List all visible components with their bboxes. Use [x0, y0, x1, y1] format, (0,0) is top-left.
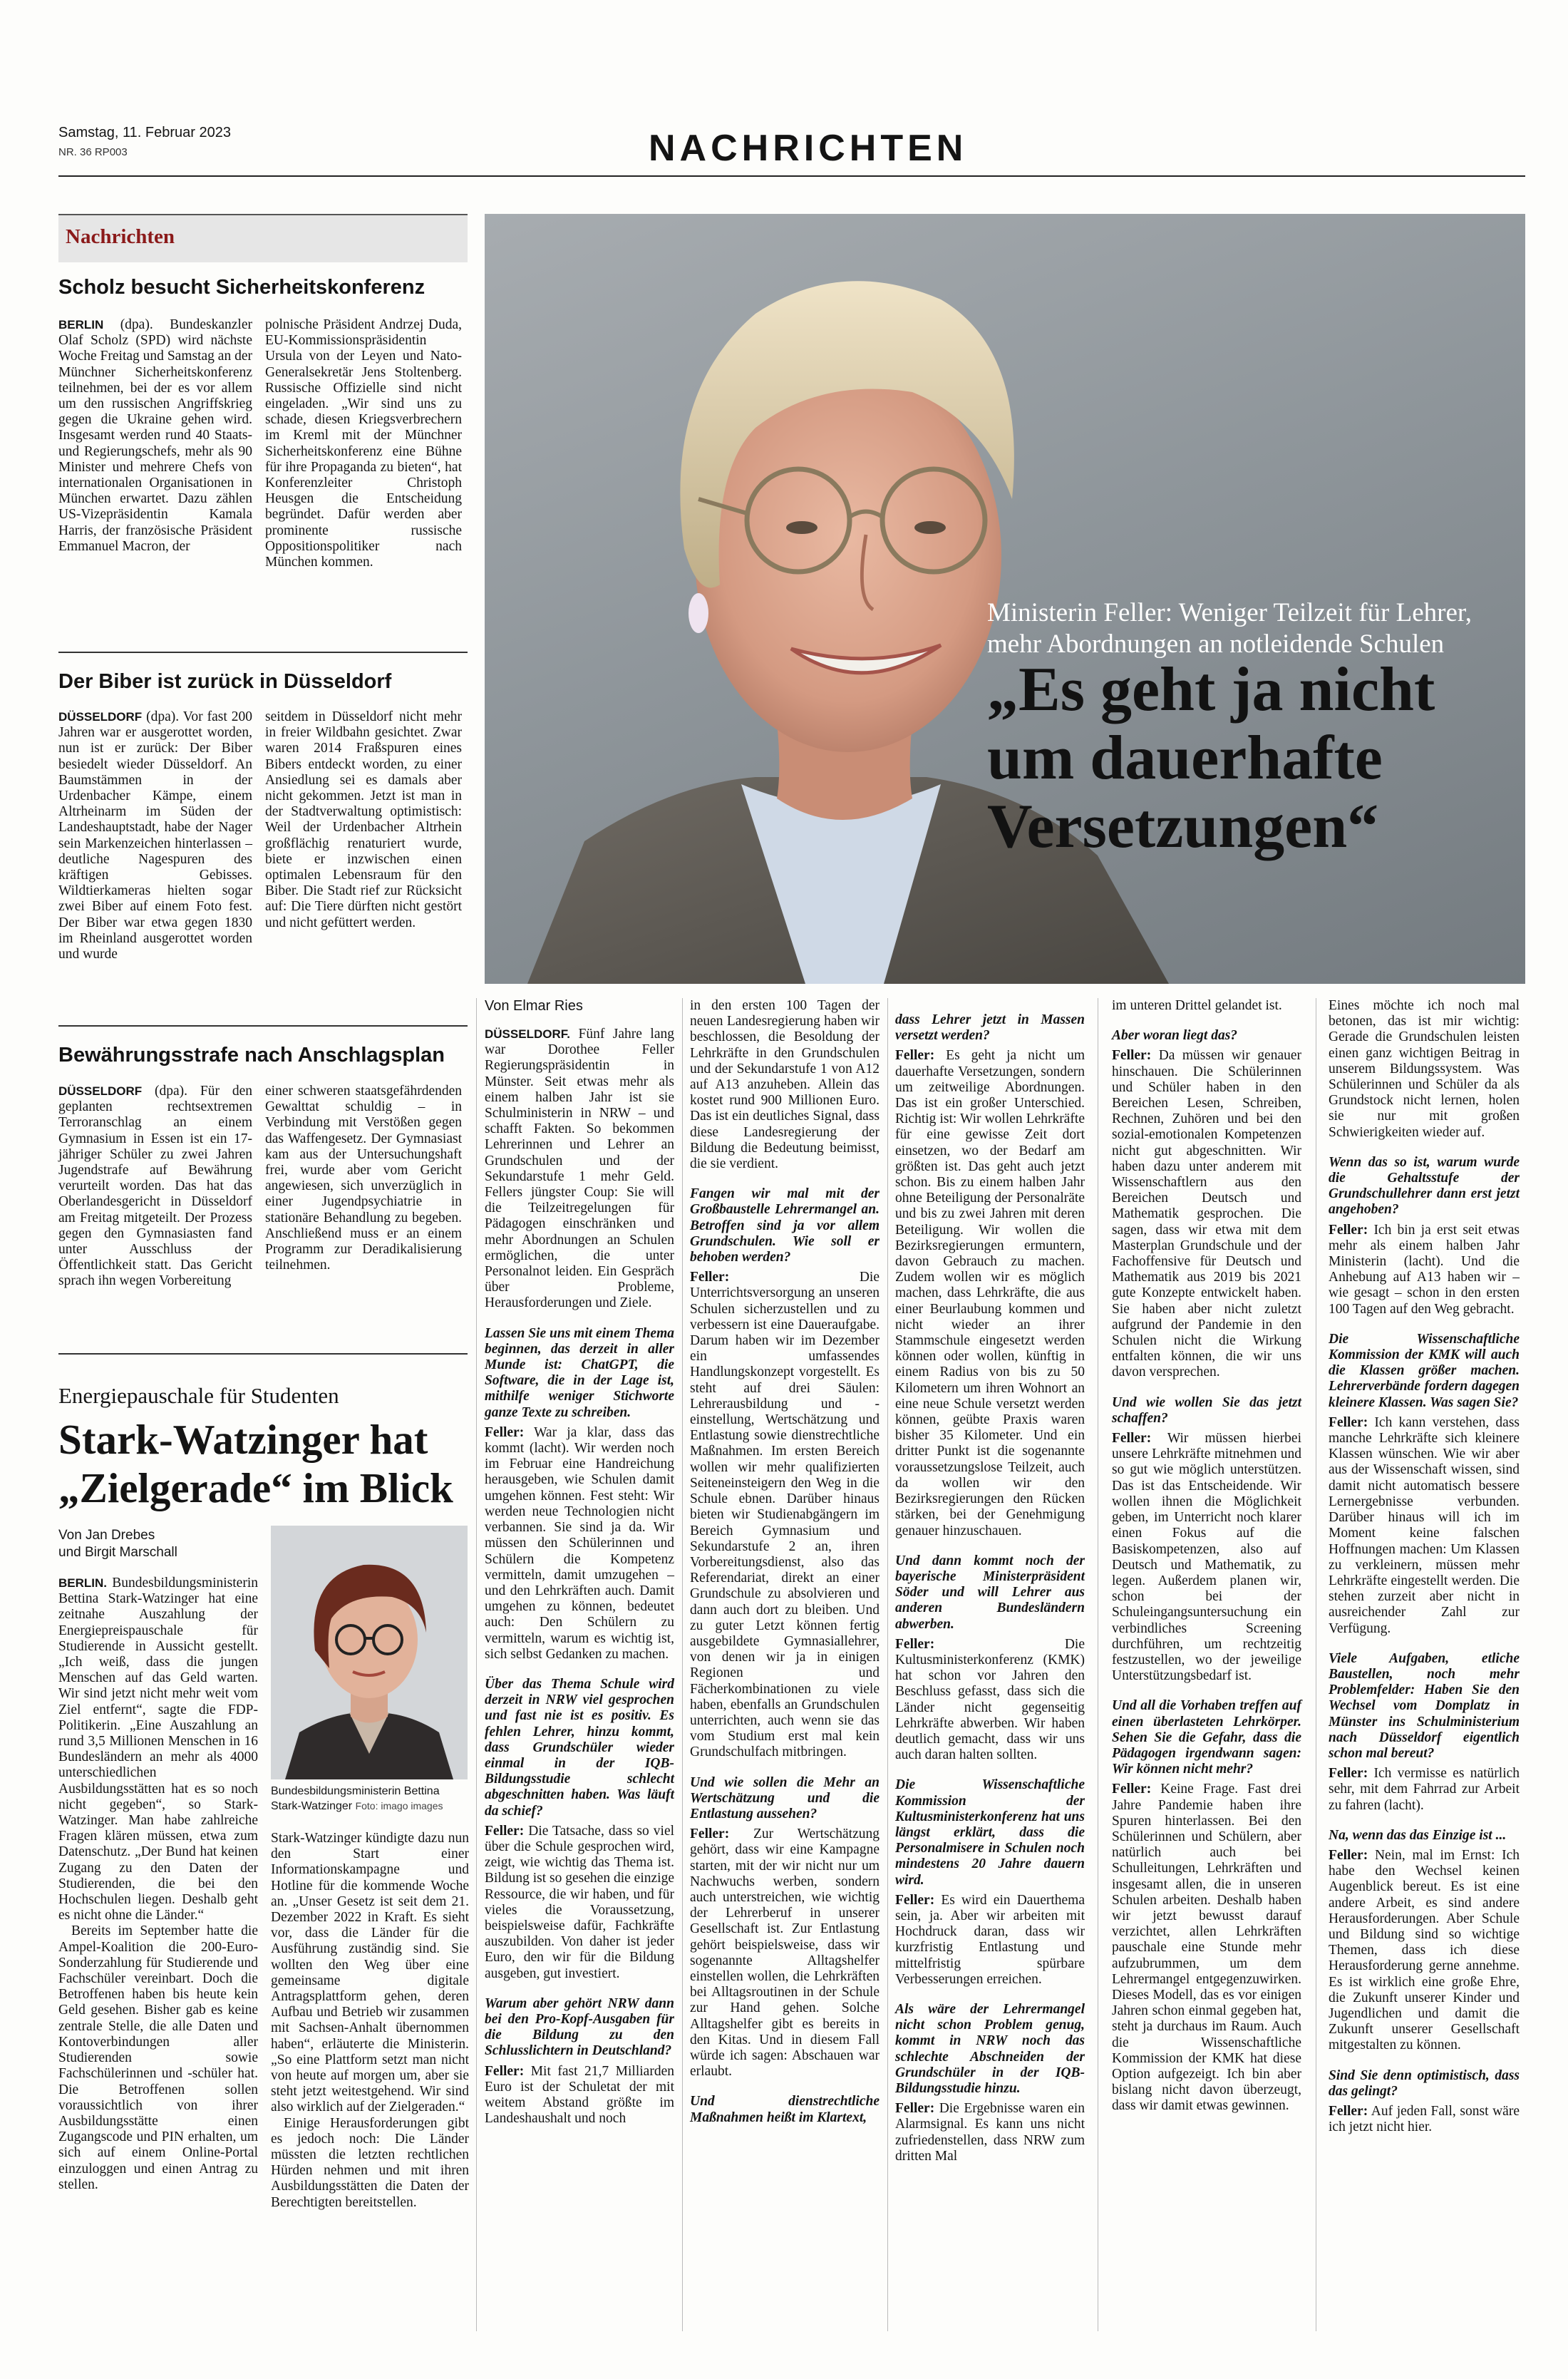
paragraph-text: Nein, mal im Ernst: Ich habe den Wechsel keinen Augenblick bereut. Es ist eine andere Arbeit, es sind andere Herausforderungen. Aber Schule und Bildung sind so wichtige Themen, dass ich diese Herausforderung gerne annehme. Es ist wirklich eine große Ehre, die Zukunft unserer Kinder und Jugendlichen und damit die Zukunft unserer Gesellschaft mitgestalten zu können.: [1329, 1847, 1520, 2053]
paragraph-text: Da müssen wir genauer hinschauen. Die Schülerinnen und Schüler haben in den Bereichen Lesen, Schreiben, Rechnen, Zuhören und bei den sozial-emotionalen Kompetenzen nicht gut abgeschnitten. Wir haben dazu unter anderem mit Wissenschaftlern aus den Bereichen Deutsch und Mathematik gesprochen. Die sagen, dass wir etwa mit dem Masterplan Grundschule und der Fachoffensive für Deutsch und Mathematik aus 2019 bis 2021 gute Konzepte entwickelt haben. Sie haben aber nicht zuletzt aufgrund der Pandemie in den Schulen nicht die Wirkung entfalten können, die wir uns davon versprechen.: [1112, 1048, 1301, 1380]
interview-paragraph: [271, 2116, 469, 2211]
interview-paragraph: [485, 2064, 674, 2127]
section-title: NACHRICHTEN: [649, 128, 968, 169]
speaker-label: Feller:: [895, 2101, 935, 2117]
paragraph-text: Sind Sie denn optimistisch, dass das gelingt?: [1329, 2067, 1520, 2099]
paragraph-text: Wenn das so ist, warum wurde die Gehaltsstufe der Grundschullehrer dann erst jetzt angehoben?: [1329, 1154, 1520, 1218]
paragraph-text: Und all die Vorhaben treffen auf einen überlasteten Lehrkörper. Sehen Sie die Gefahr, dass die Pädagogen irgendwann sagen: Wir können nicht mehr?: [1112, 1698, 1301, 1777]
speaker-label: Feller:: [485, 2063, 525, 2079]
news-body: [58, 317, 252, 555]
paragraph-text: Die Ergebnisse waren ein Alarmsignal. Es kann uns nicht zufriedenstellen, dass NRW zum dritten Mal: [895, 2101, 1085, 2164]
interview-column-2: [690, 998, 880, 2130]
interview-paragraph: [485, 1824, 674, 1982]
interview-column-3: [895, 998, 1085, 2164]
dateline: DÜSSELDORF.: [485, 1027, 570, 1041]
interview-question: [1329, 1828, 1520, 1844]
paragraph-text: Ich kann verstehen, dass manche Lehrkräfte sich kleinere Klassen wünschen. Wie wir aber aus der Wissenschaft wissen, sind damit nicht automatisch bessere Lernergebnisse verbunden. Darüber hinaus will ich im Moment keine falschen Hoffnungen machen: Um Klassen zu verkleinern, müssen mehr Lehrkräfte eingestellt werden. Die stehen zurzeit aber nicht in ausreichender Zahl zur Verfügung.: [1329, 1414, 1520, 1636]
interview-paragraph: [1329, 1223, 1520, 1317]
dateline: DÜSSELDORF: [58, 710, 143, 724]
speaker-label: Feller:: [1329, 1414, 1368, 1430]
interview-paragraph: [485, 1425, 674, 1663]
speaker-label: Feller:: [1329, 1222, 1368, 1238]
paragraph-text: Bereits im September hatte die Ampel-Koalition die 200-Euro-Sonderzahlung für Studierende und Fachschüler vereinbart. Doch die Betroffenen haben bis heute kein Geld gesehen. Bisher gab es keine zentrale Stelle, die alle Daten und Kontoverbindungen aller Studierenden sowie Fachschülerinnen und -schüler hat. Die Betroffenen sollen voraussichtlich von ihrer Ausbildungsstätte einen Zugangscode und PIN erhalten, um sich auf einem Online-Portal einzuloggen und einen Antrag zu stellen.: [58, 1923, 258, 2192]
stark-watzinger-photo: [271, 1526, 468, 1779]
paragraph-text: dass Lehrer jetzt in Massen versetzt werden?: [895, 1012, 1085, 1044]
paragraph-text: Auf jeden Fall, sonst wäre ich jetzt nicht hier.: [1329, 2104, 1520, 2135]
agency: (dpa).: [120, 317, 153, 332]
agency: (dpa).: [146, 709, 180, 724]
paragraph-text: Die Unterrichtsversorgung an unseren Schulen sicherzustellen und zu verbessern ist eine Daueraufgabe. Darum haben wir im Dezember ein umfassendes Handlungskonzept vorgestellt. Es steht auf drei Säulen: Lehrerausbildung und -einstellung, Wertschätzung und Entlastung sowie dienstrechtliche Maßnahmen. Im ersten Bereich wollen wir mehr qualifizierten Seiteneinsteigern den Weg in die Schule ebnen. Darüber hinaus bieten wir Studienabgängern im Bereich Gymnasium und Sekundarstufe 2 an, ihren Vorbereitungsdienst, also das Referendariat, direkt an einer Grundschule zu absolvieren und dann auch dort zu bleiben. Und zu guter Letzt können fertig ausgebildete Gymnasiallehrer, von denen wir ja in einigen Regionen und Fächerkombinationen zu viele haben, ebenfalls an Grundschulen unterrichten, auch wenn sie das vom Studium erst mal kein Grundschulfach mitbringen.: [690, 1270, 880, 1760]
paragraph-text: Die Wissenschaftliche Kommission der Kultusministerkonferenz hat uns längst erklärt, dass die Personalmisere in Schulen noch mindestens 20 Jahre dauern wird.: [895, 1777, 1085, 1888]
paragraph-text: Ich bin ja erst seit etwas mehr als einem halben Jahr Ministerin (lacht). Und die Anhebung auf A13 haben wir – wie gesagt – schon in den ersten 100 Tagen auf den Weg gebracht.: [1329, 1222, 1520, 1317]
paragraph-text: Viele Aufgaben, etliche Baustellen, noch mehr Problemfelder: Haben Sie den Wechsel vom Domplatz in Münster ins Schulministerium nach Düsseldorf eigentlich schon mal bereut?: [1329, 1650, 1520, 1761]
interview-paragraph: [1329, 1766, 1520, 1814]
interview-paragraph: [690, 1826, 880, 2080]
news-body: [58, 709, 252, 962]
dateline: DÜSSELDORF: [58, 1084, 143, 1098]
paragraph-text: Als wäre der Lehrermangel nicht schon Problem genug, kommt in NRW noch das schlechte Abschneiden der Grundschüler in der IQB-Bildungsstudie hinzu.: [895, 2001, 1085, 2096]
issue-number: NR. 36 RP003: [58, 146, 128, 158]
interview-paragraph: [1112, 998, 1301, 1014]
interview-question: [1112, 1698, 1301, 1777]
interview-question: [895, 2002, 1085, 2097]
paragraph-text: War ja klar, dass das kommt (lacht). Wir werden noch im Februar eine Handreichung herausgeben, wie Schulen damit umgehen können. Fest steht: Wir werden neue Technologien nicht verbannen. Sie sind ja da. Wir müssen den Schülerinnen und Schülern die Kompetenz vermitteln, damit umzugehen – und den Lehrkräften auch. Damit umgehen zu können, bedeutet auch: Den Schülern zu vermitteln, warum es wichtig ist, sich selbst Gedanken zu machen.: [485, 1424, 674, 1662]
interview-paragraph: [1329, 1848, 1520, 2054]
paragraph-text: Und wie wollen Sie das jetzt schaffen?: [1112, 1394, 1301, 1426]
interview-paragraph: [1112, 1048, 1301, 1380]
speaker-label: Feller:: [485, 1424, 525, 1440]
interview-paragraph: [485, 1027, 674, 1312]
photo-caption: [271, 1784, 470, 1814]
portrait-illustration: [271, 1526, 468, 1779]
paragraph-text: Über das Thema Schule wird derzeit in NRW viel gesprochen und fast nie ist es positiv. Es fehlen Lehrer, hinzu kommt, dass Grundschüler wieder einmal in der IQB-Bildungsstudie schlecht abgeschnitten haben. Was läuft da schief?: [485, 1676, 674, 1819]
news-body-col2: einer schweren staatsgefährdenden Gewalttat schuldig – in Verbindung mit Verstößen gegen das Waffengesetz. Der Gymnasiast kam aus der Untersuchungshaft frei, wurde aber vom Gericht angewiesen, sich unverzüglich in einer Jugendpsychiatrie in stationäre Behandlung zu begeben. Anschließend muss er an einem Programm zur Deradikalisierung teilnehmen.: [265, 1084, 462, 1273]
paragraph-text: Die Wissenschaftliche Kommission der KMK will auch die Klassen größer machen. Lehrerverbände fordern dagegen kleinere Klassen. Was sagen Sie?: [1329, 1331, 1520, 1410]
paragraph-text: Aber woran liegt das?: [1112, 1028, 1238, 1044]
paragraph-text: Warum aber gehört NRW dann bei den Pro-Kopf-Ausgaben für die Bildung zu den Schlusslichtern in Deutschland?: [485, 1995, 674, 2059]
paragraph-text: in den ersten 100 Tagen der neuen Landesregierung haben wir beschlossen, die Besoldung der Lehrkräfte in den Grundschulen und der Sekundarstufe 1 von A12 auf A13 anzuheben. Allein das kostet rund 900 Millionen Euro. Das ist ein deutliches Signal, dass diese Landesregierung der Bildung die Bedeutung beimisst, die sie verdient.: [690, 998, 880, 1172]
column-rule: [476, 998, 477, 2331]
speaker-label: Feller:: [895, 1636, 935, 1652]
paragraph-text: Stark-Watzinger kündigte dazu nun den Start einer Informationskampagne und Hotline für die kommende Woche an. „Unser Gesetz ist seit dem 21. Dezember 2022 in Kraft. Es sieht vor, dass die Länder für die Ausführung zuständig sind. Sie wollten den Weg über eine gemeinsame digitale Antragsplattform gehen, deren Aufbau und Betrieb wir zusammen mit Sachsen-Anhalt übernommen haben“, erläuterte die Ministerin. „So eine Plattform setzt man nicht von heute auf morgen um, aber sie steht jetzt weitestgehend. Wir sind also wirklich auf der Zielgeraden.“: [271, 1831, 469, 2115]
paragraph-text: Mit fast 21,7 Milliarden Euro ist der Schuletat der mit weitem Abstand größte im Landeshaushalt und noch: [485, 2063, 674, 2127]
news-body-col2: seitdem in Düsseldorf nicht mehr in freier Wildbahn gesichtet. Zwar waren 2014 Fraßspuren eines Bibers entdeckt worden, zu einer Ansiedlung sei es damals aber nicht gekommen. Jetzt ist man in der Stadtverwaltung optimistisch: Weil der Urdenbacher Altrhein großflächig renaturiert wurde, biete er inzwischen einen optimalen Lebensraum für den Biber. Die Stadt rief zur Rücksicht auf: Die Tiere dürften nicht gestört und nicht gefüttert werden.: [265, 709, 462, 930]
header-rule: [58, 175, 1525, 177]
news-headline[interactable]: Scholz besucht Sicherheitskonferenz: [58, 276, 425, 299]
news-body-col2: polnische Präsident Andrzej Duda, EU-Kommissionspräsidentin Ursula von der Leyen und Nato-Generalsekretär Jens Stoltenberg. Russische Offizielle sind nicht eingeladen. „Wir sind uns zu schade, diesen Kriegsverbrechern im Kreml mit der Münchner Sicherheitskonferenz eine Bühne für ihre Propaganda zu bieten“, hat Konferenzleiter Christoph Heusgen die Entscheidung begründet. Dafür werden aber prominente russische Oppositionspolitiker nach München kommen.: [265, 317, 462, 570]
paragraph-text: Einige Herausforderungen gibt es jedoch noch: Die Länder müssten die letzten rechtlichen Hürden nehmen und mit ihren Ausbildungsstätten die Daten der Berechtigten bereitstellen.: [271, 2115, 469, 2210]
interview-question: [1112, 1395, 1301, 1427]
energy-column-2: [271, 1831, 469, 2211]
paragraph-text: Na, wenn das das Einzige ist ...: [1329, 1827, 1507, 1843]
paragraph-text: Eines möchte ich noch mal betonen, das ist mir wichtig: Gerade die Grundschulen leisten einen ganz wichtigen Beitrag in unserem Bildungssystem. Was Schülerinnen und Schüler da als Grundstock nicht lernen, holen sie nur mit großen Schwierigkeiten wieder auf.: [1329, 998, 1520, 1140]
interview-paragraph: [271, 1831, 469, 2116]
paragraph-text: Es wird ein Dauerthema sein, ja. Aber wir arbeiten mit Hochdruck daran, dass wir kurzfristig Entlastung und mittelfristig spürbare Verbesserungen erreichen.: [895, 1892, 1085, 1987]
paragraph-text: Fünf Jahre lang war Dorothee Feller Regierungspräsidentin in Münster. Seit etwas mehr als einem halben Jahr ist sie Schulministerin in NRW – und schafft Fakten. So bekommen Lehrerinnen und Lehrer an Grundschulen und der Sekundarstufe 1 mehr Geld. Fellers jüngster Coup: Sie will die Teilzeitregelungen für Pädagogen einschränken und mehr Abordnungen an Schulen ermöglichen, die unter Personalnot leiden. Ein Gespräch über Probleme, Herausforderungen und Ziele.: [485, 1027, 675, 1311]
news-text: Vor fast 200 Jahren war er ausgerottet worden, nun ist er zurück: Der Biber besiedelt wieder Düsseldorf. An Baumstämmen in der Urdenbacher Kämpe, einem Altrheinarm im Süden der Landeshauptstadt, habe der Nager sein Markenzeichen hinterlassen – deutliche Nagespuren des kräftigen Gebisses. Wildtierkameras hielten sogar zwei Biber auf einem Foto fest. Der Biber war etwa gegen 1830 im Rheinland ausgerottet worden und wurde: [58, 709, 252, 962]
paragraph-text: Und dann kommt noch der bayerische Ministerpräsident Söder und will Lehrer aus anderen Bundesländern abwerben.: [895, 1553, 1085, 1632]
interview-question: [1329, 1155, 1520, 1218]
column-rule: [682, 998, 683, 2331]
edition-date: Samstag, 11. Februar 2023: [58, 125, 231, 140]
interview-question: [895, 1777, 1085, 1888]
paragraph-text: Keine Frage. Fast drei Jahre Pandemie haben ihre Spuren hinterlassen. Bei den Schülerinnen und Schülern, aber natürlich auch bei Schulleitungen, Lehrkräften und insgesamt allen, die in unseren Schulen arbeiten. Deshalb haben wir jetzt bewusst darauf verzichtet, allen Lehrkräften pauschale eine Stunde mehr aufzubrummen, um dem Lehrermangel entgegenzuwirken. Dieses Modell, das es vor einigen Jahren schon einmal gegeben hat, steht ja durchaus im Raum. Auch die Wissenschaftliche Kommission der KMK hat diese Option aufgezeigt. Ich bin aber bislang nicht davon überzeugt, dass wir damit etwas gewinnen.: [1112, 1782, 1301, 2114]
interview-headline[interactable]: „Es geht ja nicht um dauerhafte Versetzungen“: [987, 655, 1435, 861]
energy-headline[interactable]: Stark-Watzinger hat „Zielgerade“ im Blick: [58, 1416, 453, 1511]
interview-question: [485, 1677, 674, 1819]
interview-question: [1329, 1651, 1520, 1762]
interview-paragraph: [1329, 998, 1520, 1141]
news-headline[interactable]: Der Biber ist zurück in Düsseldorf: [58, 670, 392, 693]
divider: [58, 652, 468, 653]
news-headline[interactable]: Bewährungsstrafe nach Anschlagsplan: [58, 1044, 445, 1067]
paragraph-text: Zur Wertschätzung gehört, dass wir eine Kampagne starten, mit der wir nicht nur um Nachwuchs werben, sondern auch unterstreichen, wie wichtig der Lehrerberuf in unserer Gesellschaft ist. Zur Entlastung gehört beispielsweise, dass wir sogenannte Alltagshelfer einstellen wollen, die Lehrkräften bei Alltagsroutinen in der Schule zur Hand gehen. Solche Alltagshelfer gibt es bereits in den Kitas. Und in diesem Fall würde ich sagen: Abschauen war erlaubt.: [690, 1826, 880, 2080]
interview-paragraph: [1112, 1431, 1301, 1684]
speaker-label: Feller:: [895, 1048, 935, 1064]
speaker-label: Feller:: [1112, 1048, 1152, 1064]
interview-paragraph: [1329, 2104, 1520, 2135]
interview-question: [690, 1186, 880, 1265]
interview-paragraph: [690, 1270, 880, 1760]
paragraph-text: Bundesbildungsministerin Bettina Stark-Watzinger hat eine zeitnahe Auszahlung der Energiepreispauschale für Studierende in Aussicht gestellt. „Ich weiß, dass die jungen Menschen auf das Geld warten. Wir sind jetzt nicht mehr weit vom Ziel entfernt“, sagte die FDP-Politikerin. „Eine Auszahlung an rund 3,5 Millionen Menschen in 16 Bundesländern an mehr als 4000 unterschiedlichen Ausbildungsstätten hat es so noch nicht gegeben“, so Stark-Watzinger. Man habe zahlreiche Fragen klären müssen, etwa zum Datenschutz. „Der Bund hat keinen Zugang zu den Daten der Studierenden, die bei den Hochschulen liegen. Deshalb geht es nicht ohne die Länder.“: [58, 1576, 258, 1923]
interview-column-5: [1329, 998, 1520, 2135]
interview-question: [895, 1012, 1085, 1044]
paragraph-text: Lassen Sie uns mit einem Thema beginnen, das derzeit in aller Munde ist: ChatGPT, die Software, die in der Lage ist, mithilfe weniger Stichworte ganze Texte zu schreiben.: [485, 1325, 674, 1420]
interview-question: [485, 1996, 674, 2060]
paragraph-text: Es geht ja nicht um dauerhafte Versetzungen, sondern um zeitweilige Abordnungen. Das ist ein großer Unterschied. Richtig ist: Wir wollen Lehrkräfte für eine gewisse Zeit dort einsetzen, wo der Bedarf am größten ist. Das geht auch jetzt schon. Bis zu einem halben Jahr ohne Beteiligung der Personalräte und bis zu zwei Jahren mit deren Beteiligung. Wir wollen die Bezirksregierungen ermuntern, davon Gebrauch zu machen. Zudem wollen wir es möglich machen, dass Lehrkräfte, die aus einer Beurlaubung kommen und nicht wieder an ihrer Stammschule eingesetzt werden können oder wollen, künftig in einem Radius von bis zu 50 Kilometern um ihren Wohnort an eine neue Schule versetzt werden können, geübte Praxis waren bisher 35 Kilometer. Und ein dritter Punkt ist die sogenannte voraussetzungslose Teilzeit, auch da wollen wir den Bezirksregierungen den Rücken stärken, bei der Genehmigung genauer hinzuschauen.: [895, 1048, 1085, 1538]
interview-paragraph: [895, 1637, 1085, 1764]
speaker-label: Feller:: [1112, 1431, 1152, 1447]
interview-paragraph: [895, 1048, 1085, 1538]
paragraph-text: Wir müssen hierbei unsere Lehrkräfte mitnehmen und so gut wie möglich unterstützen. Das ist das Entscheidende. Wir wollen ihnen die Möglichkeit geben, im Unterricht noch klarer einen Fokus auf die Basiskompetenzen, also auf Deutsch und Mathematik, zu legen. Außerdem planen wir, schon bei der Schuleingangsuntersuchung ein verbindliches Screening durchführen, um rechtzeitig festzustellen, wo der jeweilige Unterstützungsbedarf ist.: [1112, 1431, 1301, 1684]
speaker-label: Feller:: [485, 1823, 525, 1839]
interview-paragraph: [58, 1923, 258, 2192]
interview-paragraph: [690, 998, 880, 1172]
interview-paragraph: [895, 1893, 1085, 1988]
interview-paragraph: [58, 1576, 258, 1923]
speaker-label: Feller:: [895, 1892, 935, 1908]
energy-column-1: [58, 1576, 258, 2193]
interview-paragraph: [1112, 1782, 1301, 2114]
interview-author: Von Elmar Ries: [485, 998, 583, 1014]
speaker-label: Feller:: [1329, 1766, 1368, 1782]
speaker-label: Feller:: [1329, 1847, 1368, 1863]
paragraph-text: Die Tatsache, dass so viel über die Schule gesprochen wird, zeigt, wie wichtig das Thema ist. Bildung ist so gesehen die einzige Ressource, die wir haben, und für vieles die Voraussetzung, beispielsweise dafür, Fachkräfte auszubilden. Von daher ist jeder Euro, den wir für die Bildung ausgeben, gut investiert.: [485, 1823, 675, 1981]
news-box-header: [58, 214, 468, 262]
photo-credit: Foto: imago images: [355, 1800, 443, 1812]
energy-kicker: Energiepauschale für Studenten: [58, 1383, 339, 1408]
dateline: BERLIN: [58, 318, 104, 332]
interview-question: [485, 1326, 674, 1421]
interview-question: [895, 1553, 1085, 1633]
dateline: BERLIN.: [58, 1576, 107, 1590]
news-text: Für den geplanten rechtsextremen Terroranschlag an einem Gymnasium in Essen ist ein 17-jähriger Schüler zu zwei Jahren Jugendstrafe auf Bewährung verurteilt worden. Das hat das Oberlandesgericht in Düsseldorf am Freitag mitgeteilt. Der Prozess gegen den Gymnasiasten fand unter Ausschluss der Öffentlichkeit statt. Das Gericht sprach ihn wegen Vorbereitung: [58, 1084, 253, 1289]
news-body: [58, 1084, 252, 1290]
paragraph-text: im unteren Drittel gelandet ist.: [1112, 998, 1282, 1013]
news-text: Bundeskanzler Olaf Scholz (SPD) wird nächste Woche Freitag und Samstag an der Münchner Sicherheitskonferenz teilnehmen, bei der es vor allem um den russischen Angriffskrieg gegen die Ukraine gehen wird. Insgesamt werden rund 40 Staats- und Regierungschefs, mehr als 90 Minister und mehrere Chefs von internationalen Organisationen in München erwartet. Dazu zählen US-Vizepräsidentin Kamala Harris, der französische Präsident Emmanuel Macron, der: [58, 317, 253, 554]
interview-column-4: [1112, 998, 1301, 2115]
speaker-label: Feller:: [690, 1826, 730, 1842]
interview-question: [690, 1775, 880, 1823]
paragraph-text: Und dienstrechtliche Maßnahmen heißt im Klartext,: [690, 2094, 880, 2125]
energy-authors: Von Jan Drebes und Birgit Marschall: [58, 1528, 177, 1560]
speaker-label: Feller:: [1112, 1782, 1152, 1797]
interview-kicker: Ministerin Feller: Weniger Teilzeit für Lehrer, mehr Abordnungen an notleidende Schulen: [987, 598, 1472, 659]
interview-question: [1329, 1332, 1520, 1411]
news-box-label: Nachrichten: [66, 225, 175, 248]
divider: [58, 1353, 468, 1355]
column-rule: [887, 998, 888, 2331]
agency: (dpa).: [155, 1084, 188, 1099]
interview-question: [690, 2094, 880, 2125]
speaker-label: Feller:: [690, 1270, 730, 1285]
paragraph-text: Und wie sollen die Mehr an Wertschätzung und die Entlastung aussehen?: [690, 1774, 880, 1821]
paragraph-text: Ich vermisse es natürlich sehr, mit dem Fahrrad zur Arbeit zu fahren (lacht).: [1329, 1766, 1520, 1813]
interview-question: [1112, 1028, 1301, 1044]
interview-column-1: [485, 1027, 674, 2127]
interview-question: [1329, 2068, 1520, 2100]
paragraph-text: Die Kultusministerkonferenz (KMK) hat schon vor Jahren den Beschluss gefasst, dass sich die Länder nicht gegenseitig Lehrkräfte abwerben. Wir haben deutlich gemacht, dass wir uns auch daran halten sollten.: [895, 1636, 1085, 1763]
paragraph-text: Fangen wir mal mit der Großbaustelle Lehrermangel an. Betroffen sind ja vor allem Grundschulen. Wie soll er behoben werden?: [690, 1186, 880, 1265]
divider: [58, 1025, 468, 1027]
speaker-label: Feller:: [1329, 2104, 1368, 2119]
interview-paragraph: [1329, 1415, 1520, 1637]
caption-text: Bundesbildungsministerin Bettina Stark-Watzinger: [271, 1785, 440, 1812]
interview-paragraph: [895, 2101, 1085, 2164]
